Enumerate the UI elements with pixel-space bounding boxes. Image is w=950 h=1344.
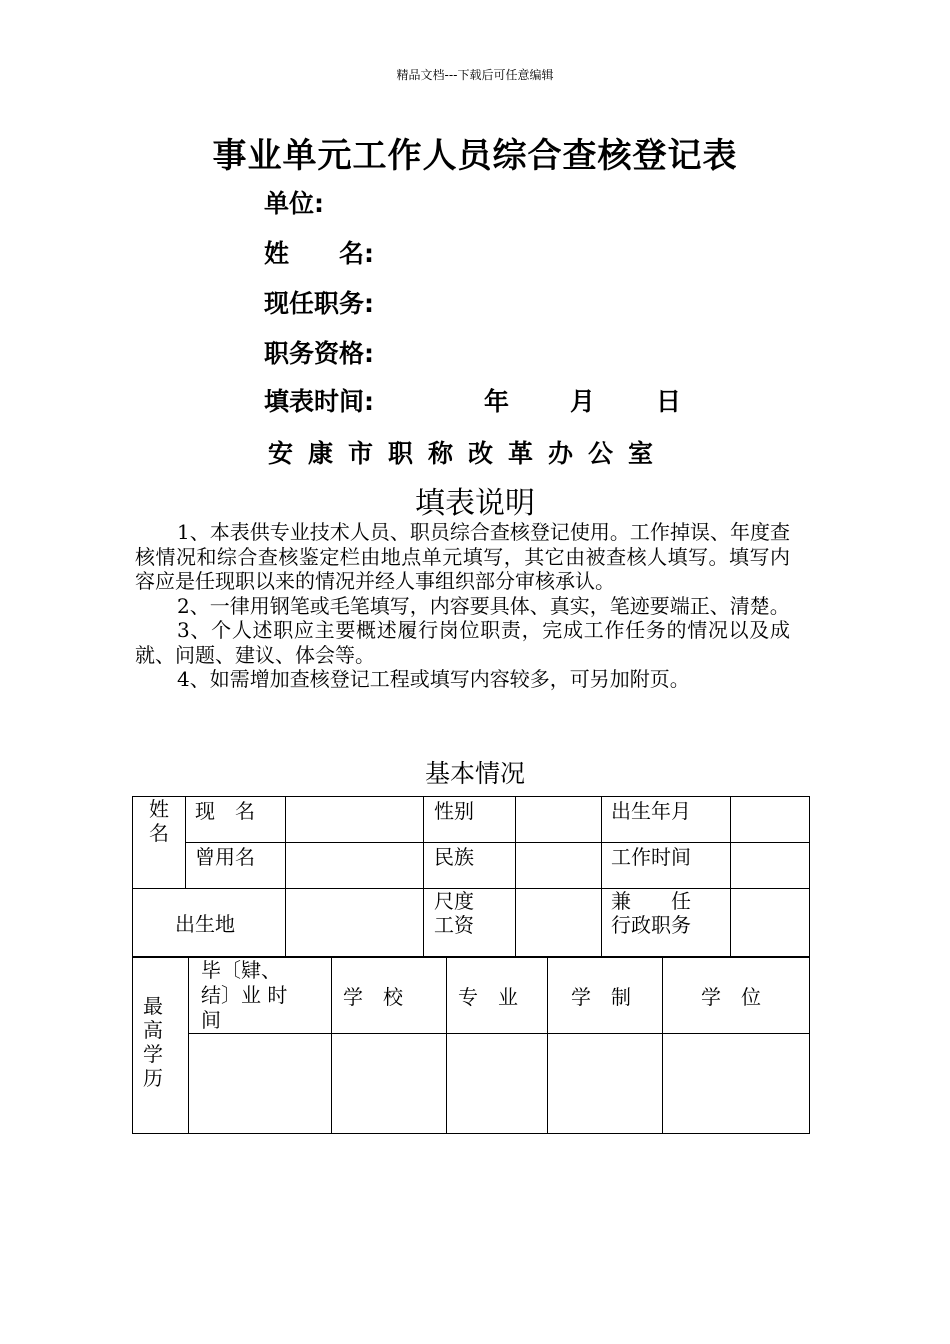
- admin-label-line2: 行政职务: [611, 913, 691, 937]
- instructions-title: 填表说明: [415, 486, 535, 521]
- instruction-item: 4、如需增加查核登记工程或填写内容较多，可另加附页。: [177, 667, 690, 691]
- month-label: 月: [570, 387, 596, 416]
- gender-label: 性别: [434, 799, 474, 823]
- grad-time-line3: 间: [201, 1008, 221, 1032]
- instruction-item: 1、本表供专业技术人员、职员综合查核登记使用。工作掉误、年度查核情况和综合查核鉴定栏由地点单元填写，其它由被查核人填写。填写内容应是任现职以来的情况并经人事组织部分审核承认。: [135, 520, 790, 593]
- day-label: 日: [656, 387, 682, 416]
- major-label: 专 业: [458, 985, 518, 1009]
- duration-label: 学 制: [571, 985, 631, 1009]
- grad-time-line1: 毕〔肄、: [201, 958, 281, 982]
- instruction-item: 3、个人述职应主要概述履行岗位职责，完成工作任务的情况以及成就、问题、建议、体会等。: [135, 618, 790, 667]
- birth-date-label: 出生年月: [611, 799, 691, 823]
- birthplace-label: 出生地: [175, 912, 235, 936]
- basic-info-title: 基本情况: [424, 759, 525, 788]
- education-group-label: 最高学历: [143, 994, 163, 1090]
- unit-label: 单位:: [264, 189, 324, 218]
- degree-label: 学 位: [701, 985, 761, 1009]
- date-label: 填表时间:: [264, 387, 374, 416]
- school-label: 学 校: [343, 985, 403, 1009]
- document-title: 事业单元工作人员综合查核登记表: [212, 136, 738, 176]
- basic-info-table: [132, 796, 810, 957]
- salary-label-line1: 尺度: [434, 889, 474, 913]
- instruction-item: 2、一律用钢笔或毛笔填写，内容要具体、真实，笔迹要端正、清楚。: [177, 593, 790, 618]
- admin-label-line1: 兼 任: [611, 889, 691, 913]
- salary-label-line2: 工资: [434, 913, 474, 937]
- education-table: [132, 957, 810, 1134]
- position-label: 现任职务:: [264, 289, 374, 318]
- issuing-office: 安康市职称改革办公室: [268, 439, 669, 468]
- name-label: 姓 名:: [264, 239, 374, 268]
- ethnicity-label: 民族: [434, 845, 474, 869]
- current-name-label: 现 名: [195, 799, 255, 823]
- year-label: 年: [484, 387, 510, 416]
- instructions-body: [135, 520, 790, 692]
- name-group-label: 姓名: [149, 797, 169, 845]
- work-time-label: 工作时间: [611, 845, 691, 869]
- page-header-note: 精品文档---下载后可任意编辑: [396, 68, 554, 82]
- former-name-label: 曾用名: [195, 845, 255, 869]
- grad-time-line2: 结〕业 时: [201, 983, 288, 1007]
- qualification-label: 职务资格:: [264, 339, 374, 368]
